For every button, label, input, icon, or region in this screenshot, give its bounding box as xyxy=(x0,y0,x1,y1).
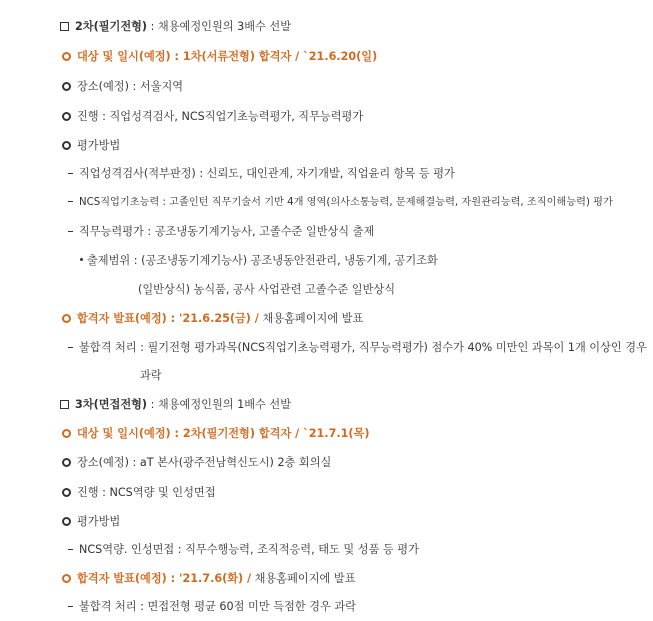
dash-bullet-icon xyxy=(68,549,73,551)
square-bullet-icon xyxy=(60,22,69,31)
circle-bullet-icon xyxy=(62,458,71,467)
stage2-place: 장소(예정) : 서울지역 xyxy=(62,79,183,95)
stage2-announce: 합격자 발표(예정) : '21.6.25(금) / 채용홈페이지에 발표 xyxy=(62,311,363,327)
circle-bullet-icon xyxy=(62,52,71,61)
dash-bullet-icon xyxy=(68,347,73,349)
dot-bullet-icon xyxy=(80,258,83,261)
circle-bullet-icon xyxy=(62,429,71,438)
stage2-method-item: 직무능력평가 : 공조냉동기계기능사, 고졸수준 일반상식 출제 xyxy=(68,224,374,240)
stage2-scope-line1: 출제범위 : (공조냉동기계기능사) 공조냉동안전관리, 냉동기계, 공기조화 xyxy=(80,253,438,269)
stage2-target-date: 대상 및 일시(예정) : 1차(서류전형) 합격자 / `21.6.20(일) xyxy=(62,49,377,65)
circle-bullet-icon xyxy=(62,112,71,121)
dash-bullet-icon xyxy=(68,606,73,608)
stage2-method-item: NCS직업기초능력 : 고졸인턴 직무기술서 기반 4개 영역(의사소통능력, 문제해결능력, 자원관리능력, 조직이해능력) 평가 xyxy=(68,195,613,211)
square-bullet-icon xyxy=(60,400,69,409)
circle-bullet-icon xyxy=(62,517,71,526)
dash-bullet-icon xyxy=(68,231,73,233)
stage2-method-label: 평가방법 xyxy=(62,138,120,154)
stage3-progress: 진행 : NCS역량 및 인성면접 xyxy=(62,485,216,501)
stage3-target-date: 대상 및 일시(예정) : 2차(필기전형) 합격자 / `21.7.1(목) xyxy=(62,426,369,442)
stage2-method-item: 직업성격검사(적부판정) : 신뢰도, 대인관계, 자기개발, 직업윤리 항목 등 평가 xyxy=(68,166,455,182)
stage3-place: 장소(예정) : aT 본사(광주전남혁신도시) 2층 회의실 xyxy=(62,455,331,471)
stage3-method-item: NCS역량. 인성면접 : 직무수행능력, 조직적응력, 태도 및 성품 등 평가 xyxy=(68,542,419,558)
circle-bullet-icon xyxy=(62,314,71,323)
stage2-scope-line2: (일반상식) 농식품, 공사 사업관련 고졸수준 일반상식 xyxy=(138,283,396,296)
stage3-method-label: 평가방법 xyxy=(62,514,120,530)
circle-bullet-icon xyxy=(62,488,71,497)
stage2-heading: 2차(필기전형) : 채용예정인원의 3배수 선발 xyxy=(60,19,291,35)
stage3-fail: 불합격 처리 : 면접전형 평균 60점 미만 득점한 경우 과락 xyxy=(68,599,356,615)
stage3-heading: 3차(면접전형) : 채용예정인원의 1배수 선발 xyxy=(60,397,291,413)
circle-bullet-icon xyxy=(62,141,71,150)
dash-bullet-icon xyxy=(68,201,73,203)
stage3-announce: 합격자 발표(예정) : '21.7.6(화) / 채용홈페이지에 발표 xyxy=(62,571,356,587)
stage2-fail-line2: 과락 xyxy=(140,369,162,382)
circle-bullet-icon xyxy=(62,82,71,91)
stage2-fail-line1: 불합격 처리 : 필기전형 평가과목(NCS직업기초능력평가, 직무능력평가) 점수가 40% 미만인 과목이 1개 이상인 경우 xyxy=(68,340,647,356)
dash-bullet-icon xyxy=(68,173,73,175)
stage2-progress: 진행 : 직업성격검사, NCS직업기초능력평가, 직무능력평가 xyxy=(62,109,363,125)
circle-bullet-icon xyxy=(62,574,71,583)
